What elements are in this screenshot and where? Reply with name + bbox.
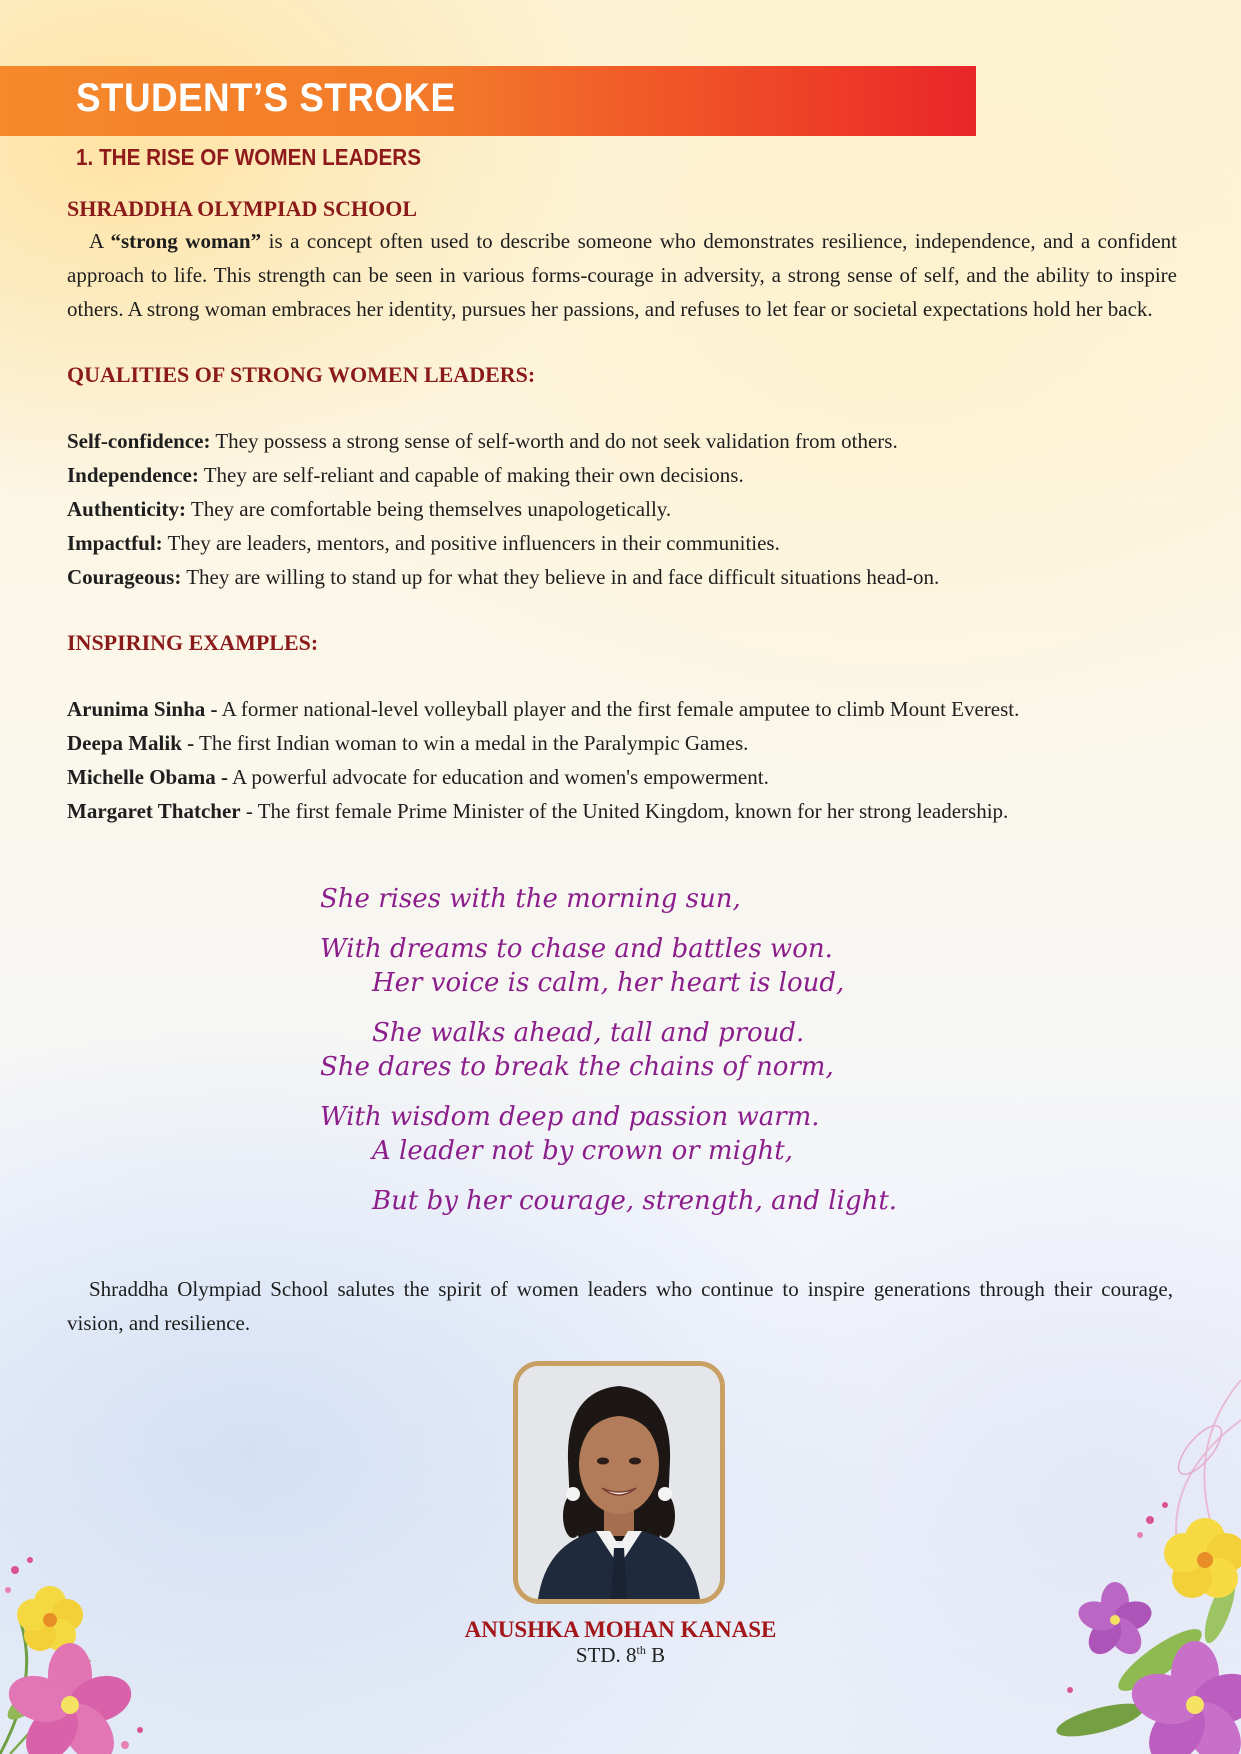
qualities-list	[67, 424, 1177, 594]
example-name: Deepa Malik -	[67, 731, 195, 755]
poem-line: A leader not by crown or might,	[372, 1136, 794, 1166]
flowers-right-decoration	[1040, 1360, 1241, 1754]
intro-rest: is a concept often used to describe someone who demonstrates resilience, independence, and a confident approach to life. This strength can be seen in various forms-courage in adversity, a strong sense of self, and the ability to inspire others. A strong woman embraces her identity, pursues her passions, and refuses to let fear or societal expectations hold her back.	[67, 229, 1177, 321]
example-name: Arunima Sinha -	[67, 697, 218, 721]
example-text: A powerful advocate for education and women's empowerment.	[227, 765, 769, 789]
list-item	[67, 692, 1177, 726]
article-body	[67, 194, 1177, 828]
intro-lead: A	[89, 229, 111, 253]
example-text: A former national-level volleyball player and the first female amputee to climb Mount Everest.	[217, 697, 1020, 721]
list-item	[67, 760, 1177, 794]
quality-term: Self-confidence:	[67, 429, 211, 453]
list-item	[67, 492, 1177, 526]
school-name: SHRADDHA OLYMPIAD SCHOOL	[67, 196, 418, 221]
quality-text: They are leaders, mentors, and positive influencers in their communities.	[162, 531, 780, 555]
intro-paragraph	[67, 224, 1177, 326]
student-name: ANUSHKA MOHAN KANASE	[464, 1617, 777, 1642]
quality-term: Courageous:	[67, 565, 182, 589]
quality-text: They are willing to stand up for what they believe in and face difficult situations head-on.	[181, 565, 940, 589]
poem-line: With wisdom deep and passion warm.	[320, 1102, 820, 1132]
intro-bold: “strong woman”	[110, 229, 262, 253]
poem-line: She walks ahead, tall and proud.	[372, 1018, 805, 1048]
student-photo	[513, 1361, 725, 1604]
std-prefix: STD. 8	[575, 1643, 637, 1667]
quality-term: Independence:	[67, 463, 199, 487]
quality-term: Impactful:	[67, 531, 163, 555]
list-item	[67, 424, 1177, 458]
list-item	[67, 526, 1177, 560]
example-text: - The first female Prime Minister of the United Kingdom, known for her strong leadership.	[240, 799, 1009, 823]
poem-line: With dreams to chase and battles won.	[320, 934, 833, 964]
list-item	[67, 458, 1177, 492]
examples-heading: INSPIRING EXAMPLES:	[67, 630, 319, 655]
list-item	[67, 794, 1177, 828]
list-item	[67, 726, 1177, 760]
banner-title: STUDENT’S STROKE	[76, 76, 456, 120]
article-title: 1. THE RISE OF WOMEN LEADERS	[76, 144, 422, 170]
list-item	[67, 560, 1177, 594]
example-name: Michelle Obama -	[67, 765, 228, 789]
closing-text: Shraddha Olympiad School salutes the spirit of women leaders who continue to inspire generations through their courage, vision, and resilience.	[67, 1277, 1173, 1335]
example-name: Margaret Thatcher	[67, 799, 241, 823]
poem-line: But by her courage, strength, and light.	[372, 1186, 898, 1216]
quality-text: They are comfortable being themselves unapologetically.	[186, 497, 672, 521]
poem-line: She dares to break the chains of norm,	[320, 1052, 834, 1082]
quality-text: They possess a strong sense of self-worth and do not seek validation from others.	[210, 429, 898, 453]
poem-line: Her voice is calm, her heart is loud,	[372, 968, 845, 998]
example-text: The first Indian woman to win a medal in the Paralympic Games.	[194, 731, 749, 755]
qualities-heading: QUALITIES OF STRONG WOMEN LEADERS:	[67, 362, 536, 387]
closing-paragraph	[67, 1272, 1173, 1340]
std-suffix: B	[645, 1643, 666, 1667]
flowers-left-decoration	[0, 1500, 200, 1754]
quality-text: They are self-reliant and capable of making their own decisions.	[198, 463, 744, 487]
examples-list	[67, 692, 1177, 828]
poem-line: She rises with the morning sun,	[320, 884, 741, 914]
student-portrait-image	[518, 1366, 720, 1599]
quality-term: Authenticity:	[67, 497, 186, 521]
std-sup: th	[636, 1643, 646, 1657]
